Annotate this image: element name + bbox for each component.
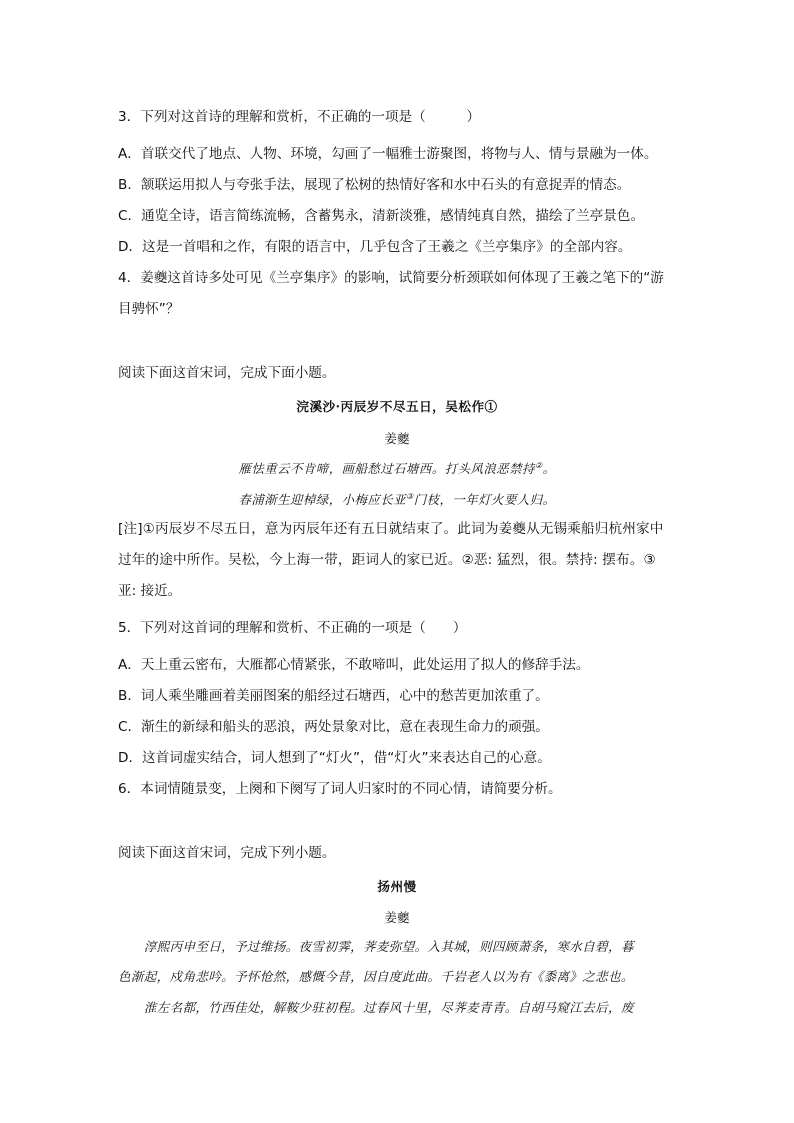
poem-2-line-1 <box>118 459 676 477</box>
question-3-stem: 3．下列对这首诗的理解和赏析，不正确的一项是（ ） <box>118 109 481 125</box>
poem-2-line-1-text: 雁怯重云不肯啼，画船愁过石塘西。打头风浪恶禁持 <box>238 461 535 476</box>
question-3-option-b: B．颔联运用拟人与夸张手法，展现了松树的热情好客和水中石头的有意捉弄的情态。 <box>118 177 631 193</box>
poem-2-note-line-2: 过年的途中所作。吴松，今上海一带，距词人的家已近。②恶: 猛烈，很。禁持: 摆布。③ <box>118 552 656 568</box>
section-2-intro: 阅读下面这首宋词，完成下面小题。 <box>118 365 336 381</box>
question-6-stem: 6．本词情随景变，上阕和下阕写了词人归家时的不同心情，请简要分析。 <box>118 781 562 797</box>
question-5-option-b: B．词人乘坐雕画着美丽图案的船经过石塘西，心中的愁苦更加浓重了。 <box>118 688 549 704</box>
poem-3-author: 姜夔 <box>384 910 410 925</box>
footnote-marker-3: ③ <box>406 491 414 501</box>
poem-3-preface-line-2: 色渐起，戍角悲吟。予怀怆然，感慨今昔，因自度此曲。千岩老人以为有《黍离》之悲也。 <box>118 969 634 984</box>
section-3-intro: 阅读下面这首宋词，完成下列小题。 <box>118 845 336 861</box>
poem-2-line-2-text: 春浦渐生迎棹绿，小梅应长亚 <box>238 492 407 507</box>
question-5-option-a: A．天上重云密布，大雁都心情紧张，不敢啼叫，此处运用了拟人的修辞手法。 <box>118 657 590 673</box>
question-3-option-d: D．这是一首唱和之作，有限的语言中，几乎包含了王羲之《兰亭集序》的全部内容。 <box>118 239 632 255</box>
poem-3-preface-line-1: 淳熙丙申至日，予过维扬。夜雪初霁，荠麦弥望。入其城，则四顾萧条，寒水自碧，暮 <box>118 939 634 954</box>
question-5-option-d: D．这首词虚实结合，词人想到了“灯火”，借“灯火”来表达自己的心意。 <box>118 750 551 766</box>
poem-3-text-line-1: 淮左名都，竹西佳处，解鞍少驻初程。过春风十里，尽荠麦青青。自胡马窥江去后，废 <box>118 1000 634 1015</box>
poem-2-line-2-end: 门枝，一年灯火要人归。 <box>413 492 556 507</box>
poem-2-line-1-end: 。 <box>542 461 556 476</box>
poem-2-author: 姜夔 <box>384 431 410 446</box>
poem-2-title: 浣溪沙·丙辰岁不尽五日，吴松作① <box>296 399 498 414</box>
question-5-option-c: C．渐生的新绿和船头的恶浪，两处景象对比，意在表现生命力的顽强。 <box>118 719 549 735</box>
question-4-line-2: 目骋怀”？ <box>118 301 180 317</box>
question-3-option-a: A．首联交代了地点、人物、环境，勾画了一幅雅士游聚图，将物与人、情与景融为一体。 <box>118 146 658 162</box>
question-3-option-c: C．通览全诗，语言简练流畅，含蓄隽永，清新淡雅，感情纯真自然，描绘了兰亭景色。 <box>118 208 645 224</box>
footnote-marker-2: ② <box>534 460 543 470</box>
poem-2-line-2 <box>118 490 676 508</box>
poem-2-note-line-1: [注]①丙辰岁不尽五日，意为丙辰年还有五日就结束了。此词为姜夔从无锡乘船归杭州家中 <box>118 521 664 537</box>
question-4-line-1: 4．姜夔这首诗多处可见《兰亭集序》的影响，试简要分析颈联如何体现了王羲之笔下的“游 <box>118 270 664 286</box>
poem-3-title: 扬州慢 <box>377 879 417 894</box>
question-5-stem: 5．下列对这首词的理解和赏析、不正确的一项是（ ） <box>118 620 467 636</box>
poem-2-note-line-3: 亚: 接近。 <box>118 583 182 599</box>
